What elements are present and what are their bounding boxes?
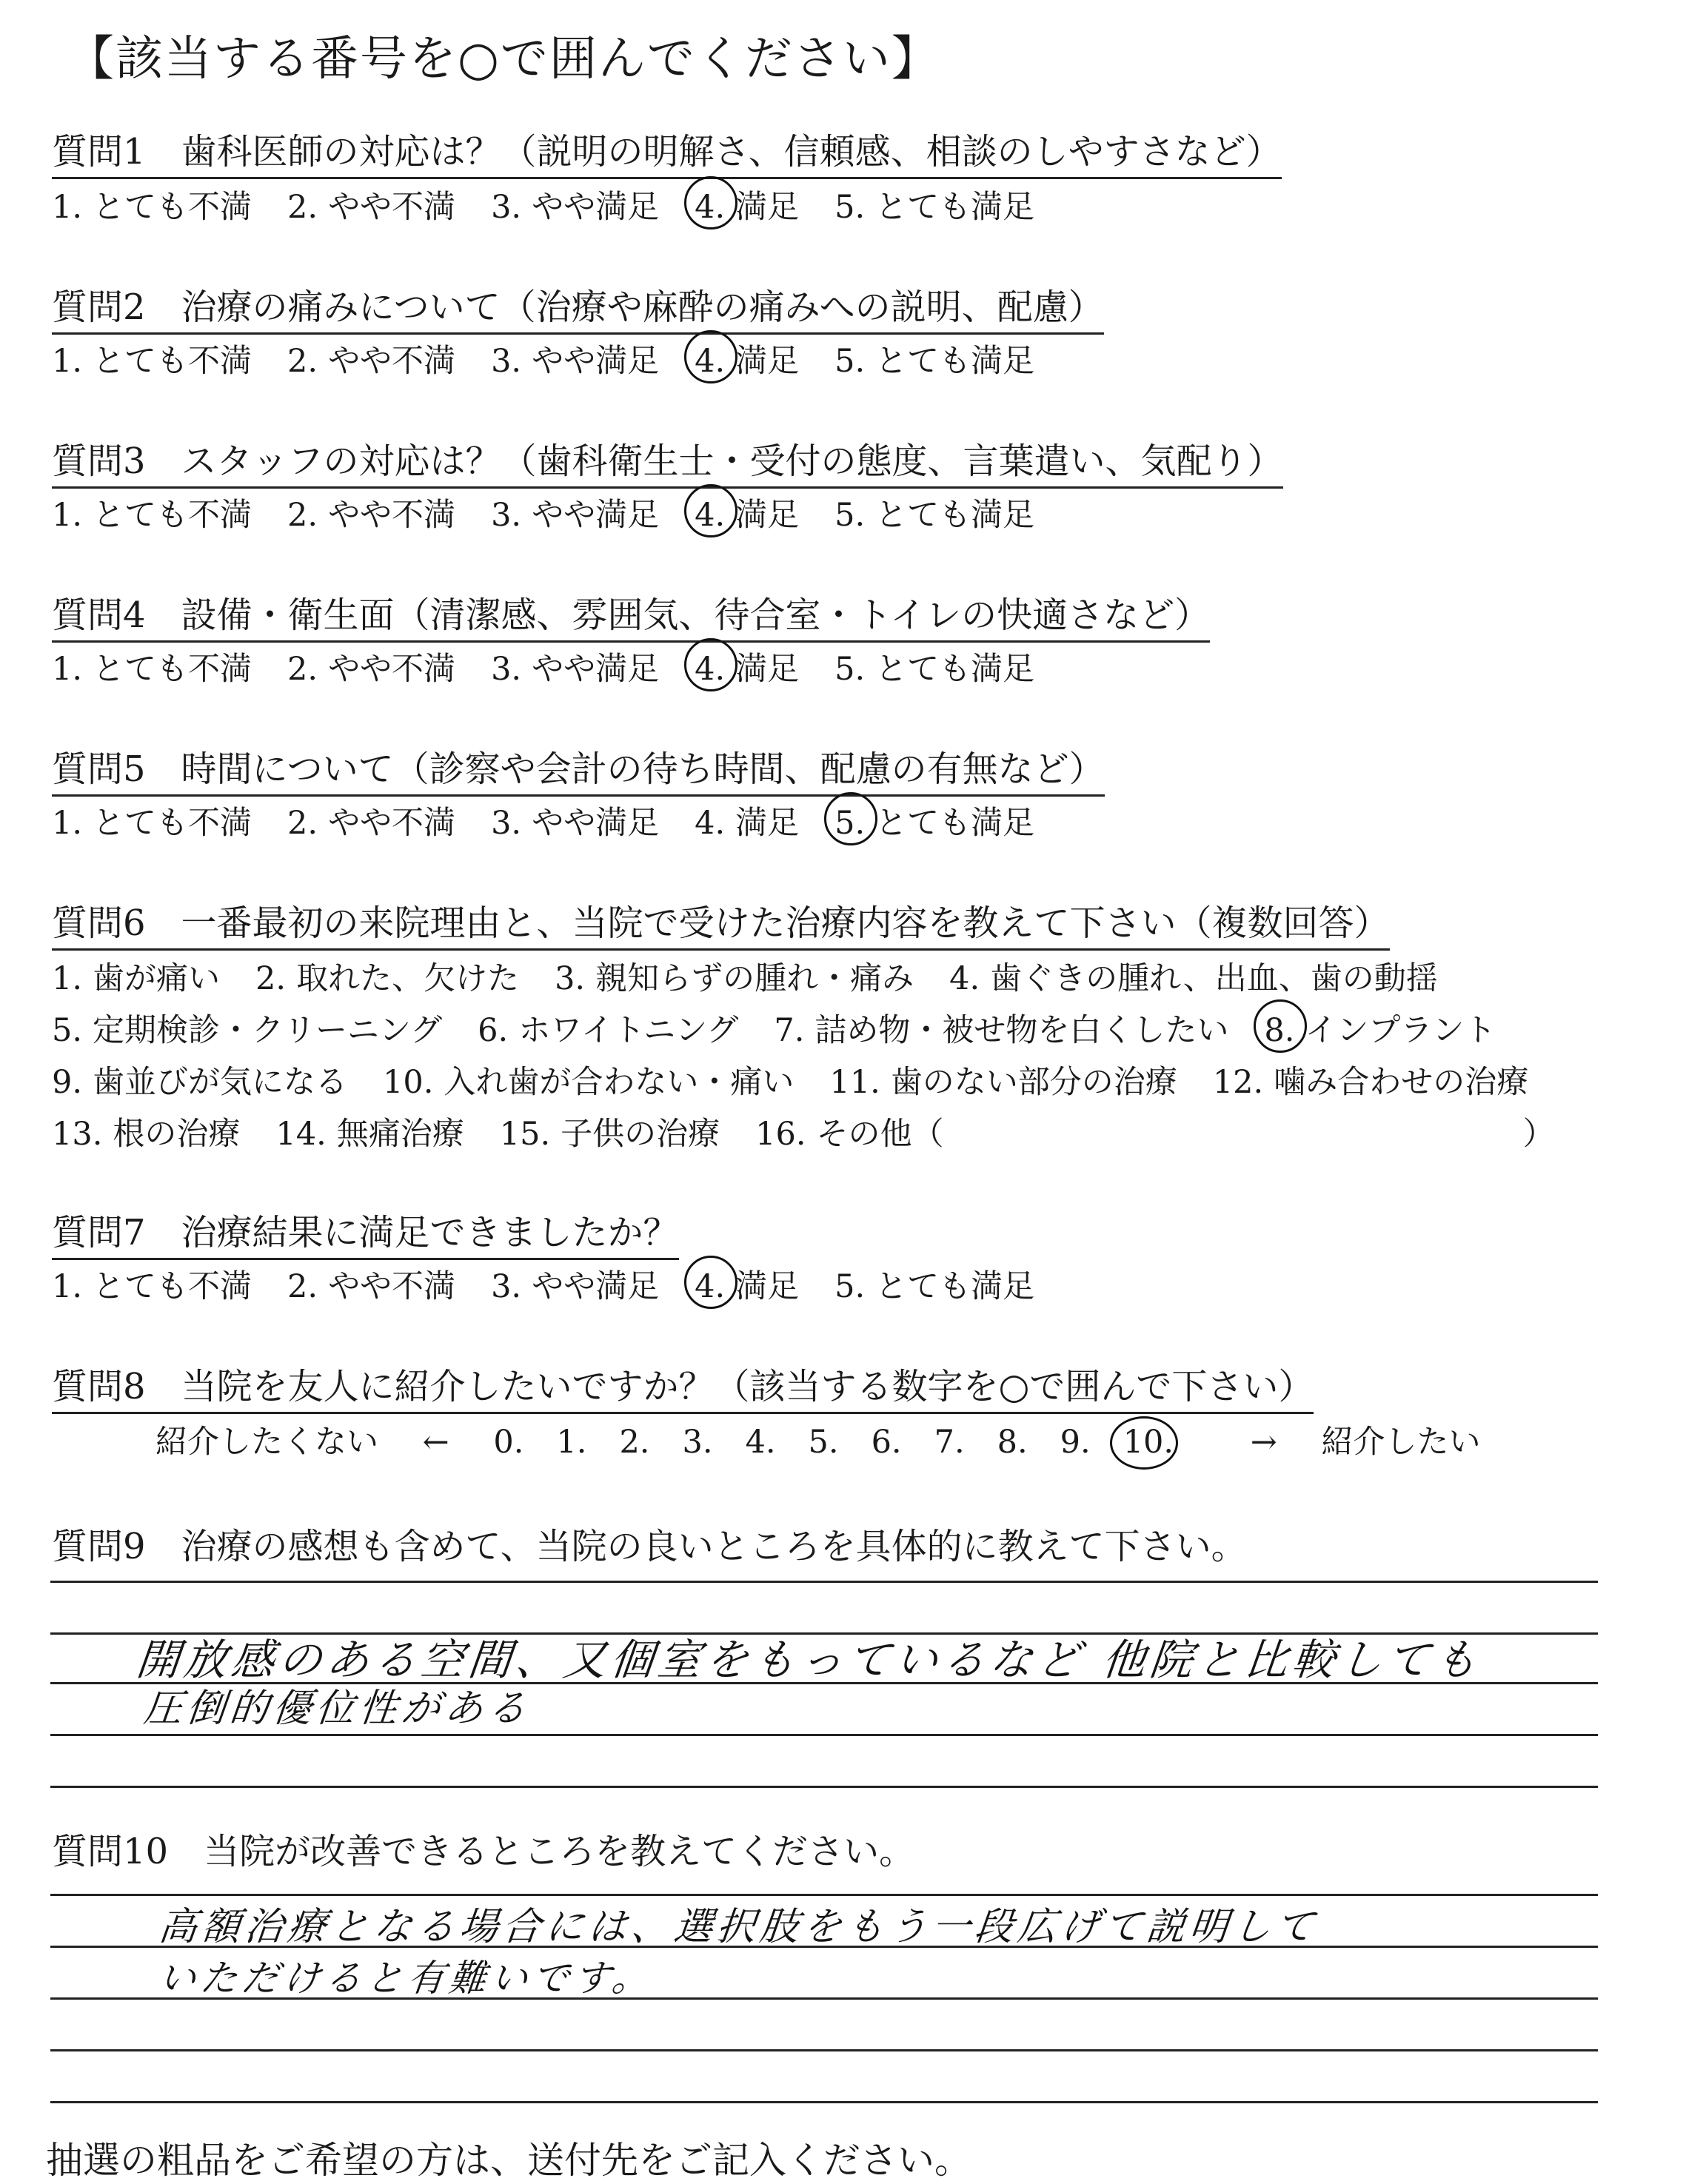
option-number: 3.	[491, 1268, 522, 1305]
option-label: インプラント	[1305, 1012, 1496, 1049]
question-6-row-3	[52, 1057, 1564, 1102]
option-number: 1.	[52, 960, 83, 997]
scale-value-3: 3.	[682, 1424, 713, 1461]
answer-line	[50, 2101, 1598, 2103]
option-3	[491, 182, 659, 227]
option-number: 2.	[255, 960, 287, 997]
option-label: とても満足	[875, 189, 1035, 226]
option-label: 満足	[735, 497, 800, 534]
answer-line	[50, 2049, 1598, 2051]
option-label: とても満足	[875, 805, 1035, 842]
question-3-options	[52, 490, 1070, 535]
option-label: やや満足	[532, 497, 660, 534]
selection-circle	[1110, 1416, 1178, 1470]
option-5	[834, 182, 1034, 227]
option-1	[52, 182, 252, 227]
option-2	[287, 490, 455, 535]
option-number: 1.	[52, 805, 83, 842]
option-label: やや満足	[532, 651, 660, 688]
option-label: やや不満	[328, 651, 456, 688]
question-9-answer-line-1: 開放感のある空間、又個室をもっているなど 他院と比較しても	[133, 1635, 1485, 1685]
option-11	[829, 1057, 1177, 1102]
option-1	[52, 954, 220, 999]
option-label: 入れ歯が合わない・痛い	[444, 1064, 795, 1101]
option-number: 15.	[499, 1116, 551, 1153]
option-number: 2.	[287, 805, 318, 842]
option-number: 3.	[491, 651, 522, 688]
scale-value-4: 4.	[745, 1424, 776, 1461]
answer-line	[50, 1734, 1598, 1736]
option-number: 13.	[52, 1116, 103, 1153]
option-label: とても不満	[93, 1268, 252, 1305]
question-6-title: 質問6 一番最初の来院理由と、当院で受けた治療内容を教えて下さい（複数回答）	[52, 894, 1390, 951]
question-5-options	[52, 798, 1070, 843]
option-1	[52, 336, 252, 381]
scale-right-label: 紹介したい	[1321, 1424, 1481, 1461]
page-title: 【該当する番号を○で囲んでください】	[67, 32, 940, 87]
option-8	[1264, 1005, 1496, 1051]
option-number: 2.	[287, 651, 318, 688]
option-1	[52, 644, 252, 689]
question-9-answer-line-2: 圧倒的優位性がある	[141, 1686, 533, 1731]
option-7	[774, 1005, 1228, 1051]
option-label: 歯のない部分の治療	[890, 1064, 1177, 1101]
option-label: 満足	[735, 343, 800, 380]
option-number: 8.	[1264, 1012, 1295, 1049]
answer-line	[50, 1581, 1598, 1583]
option-12	[1213, 1057, 1528, 1102]
scale-value-8: 8.	[997, 1424, 1028, 1461]
option-16	[755, 1109, 943, 1154]
option-number: 4.	[695, 189, 726, 226]
question-1-title: 質問1 歯科医師の対応は？（説明の明解さ、信頼感、相談のしやすさなど）	[52, 123, 1282, 179]
option-label: とても満足	[875, 497, 1035, 534]
question-2-title: 質問2 治療の痛みについて（治療や麻酔の痛みへの説明、配慮）	[52, 278, 1104, 335]
option-label: 満足	[735, 651, 800, 688]
option-6	[478, 1005, 738, 1051]
option-3	[491, 644, 659, 689]
option-label: 噛み合わせの治療	[1274, 1064, 1529, 1101]
option-number: 7.	[774, 1012, 805, 1049]
option-number: 11.	[829, 1064, 880, 1101]
option-label: 満足	[735, 805, 800, 842]
option-number: 5.	[834, 497, 866, 534]
question-8-title: 質問8 当院を友人に紹介したいですか？（該当する数字を○で囲んで下さい）	[52, 1358, 1314, 1414]
option-number: 5.	[52, 1012, 83, 1049]
option-1	[52, 490, 252, 535]
question-1-options	[52, 182, 1070, 227]
option-3	[491, 1262, 659, 1307]
question-6-row-4	[52, 1109, 1590, 1154]
answer-line	[50, 1786, 1598, 1788]
option-number: 4.	[695, 805, 726, 842]
option-label: やや満足	[532, 805, 660, 842]
option-label: 子供の治療	[561, 1116, 720, 1153]
question-7-title: 質問7 治療結果に満足できましたか？	[52, 1204, 679, 1260]
option-number: 3.	[491, 343, 522, 380]
option-1	[52, 798, 252, 843]
option-label: 詰め物・被せ物を白くしたい	[814, 1012, 1229, 1049]
option-number: 16.	[755, 1116, 806, 1153]
option-4	[949, 954, 1438, 999]
option-number: 4.	[695, 1268, 726, 1305]
option-label: やや不満	[328, 189, 456, 226]
option-label: とても不満	[93, 651, 252, 688]
option-2	[287, 182, 455, 227]
option-label: とても不満	[93, 343, 252, 380]
option-4	[695, 644, 799, 689]
option-label: 取れた、欠けた	[296, 960, 520, 997]
scale-value-1: 1.	[556, 1424, 587, 1461]
option-number: 12.	[1212, 1064, 1264, 1101]
option-number: 5.	[834, 343, 866, 380]
option-5	[834, 1262, 1034, 1307]
option-label: 根の治療	[113, 1116, 241, 1153]
option-number: 1.	[52, 189, 83, 226]
question-10-answer-line-1: 高額治療となる場合には、選択肢をもう一段広げて説明して	[156, 1905, 1321, 1949]
option-5	[834, 798, 1034, 843]
option-number: 9.	[52, 1064, 83, 1101]
option-number: 5.	[834, 805, 866, 842]
option-4	[695, 798, 799, 843]
scale-left-arrow: ←	[422, 1424, 449, 1461]
option-label: やや不満	[328, 1268, 456, 1305]
option-label: 定期検診・クリーニング	[93, 1012, 443, 1049]
scale-values	[493, 1424, 1206, 1461]
option-label: やや満足	[532, 189, 660, 226]
question-5-title: 質問5 時間について（診察や会計の待ち時間、配慮の有無など）	[52, 740, 1105, 797]
option-5	[834, 644, 1034, 689]
option-label: とても満足	[875, 1268, 1035, 1305]
option-label: やや不満	[328, 343, 456, 380]
scale-value-5: 5.	[808, 1424, 839, 1461]
scale-value-9: 9.	[1060, 1424, 1091, 1461]
option-2	[287, 336, 455, 381]
option-10	[383, 1057, 794, 1102]
option-2	[287, 798, 455, 843]
option-5	[52, 1005, 442, 1051]
option-number: 3.	[491, 497, 522, 534]
question-6-row-1	[52, 954, 1473, 999]
option-label: その他（	[816, 1116, 944, 1153]
option-number: 2.	[287, 343, 318, 380]
question-4-options	[52, 644, 1070, 689]
option-number: 1.	[52, 1268, 83, 1305]
option-number: 5.	[834, 1268, 866, 1305]
option-number: 14.	[275, 1116, 327, 1153]
option-13	[52, 1109, 240, 1154]
question-9-title: 質問9 治療の感想も含めて、当院の良いところを具体的に教えて下さい。	[52, 1526, 1247, 1567]
option-label: 歯並びが気になる	[93, 1064, 348, 1101]
option-label: とても不満	[93, 805, 252, 842]
option-3	[491, 490, 659, 535]
option-number: 4.	[695, 651, 726, 688]
option-number: 4.	[949, 960, 980, 997]
option-label: とても不満	[93, 189, 252, 226]
option-number: 2.	[287, 497, 318, 534]
scale-value-10: 10.	[1123, 1424, 1174, 1461]
question-7-options	[52, 1262, 1070, 1307]
option-2	[255, 954, 519, 999]
scale-value-0: 0.	[493, 1424, 524, 1461]
scale-value-7: 7.	[934, 1424, 965, 1461]
option-number: 3.	[491, 189, 522, 226]
option-label: やや不満	[328, 497, 456, 534]
question-10-answer-line-2: いただけると有難いです。	[156, 1957, 656, 2000]
option-label: 無痛治療	[336, 1116, 464, 1153]
option-2	[287, 1262, 455, 1307]
option-4	[695, 336, 799, 381]
option-4	[695, 490, 799, 535]
option-5	[834, 336, 1034, 381]
question-6-row-2	[52, 1005, 1531, 1051]
option-label: とても満足	[875, 343, 1035, 380]
option-number: 4.	[695, 343, 726, 380]
option-4	[695, 182, 799, 227]
scale-value-2: 2.	[619, 1424, 650, 1461]
option-number: 10.	[383, 1064, 434, 1101]
option-number: 5.	[834, 189, 866, 226]
option-number: 1.	[52, 651, 83, 688]
option-5	[834, 490, 1034, 535]
option-number: 1.	[52, 497, 83, 534]
option-2	[287, 644, 455, 689]
option-number: 4.	[695, 497, 726, 534]
scale-left-label: 紹介したくない	[155, 1424, 378, 1461]
option-3	[491, 336, 659, 381]
option-14	[275, 1109, 464, 1154]
question-2-options	[52, 336, 1070, 381]
option-label: やや満足	[532, 1268, 660, 1305]
option-label: 歯ぐきの腫れ、出血、歯の動揺	[990, 960, 1438, 997]
option-15	[500, 1109, 720, 1154]
scale-value-6: 6.	[871, 1424, 902, 1461]
option-3	[555, 954, 914, 999]
scale-right-arrow: →	[1250, 1424, 1277, 1461]
option-label: ホワイトニング	[518, 1012, 739, 1049]
option-label: 満足	[735, 189, 800, 226]
option-label: ）	[1522, 1116, 1555, 1153]
option-label: やや満足	[532, 343, 660, 380]
option-number: 1.	[52, 343, 83, 380]
option-number: 5.	[834, 651, 866, 688]
option-label: 親知らずの腫れ・痛み	[595, 960, 914, 997]
footer-note: 抽選の粗品をご希望の方は、送付先をご記入ください。	[46, 2139, 971, 2182]
question-10-title: 質問10 当院が改善できるところを教えてください。	[52, 1831, 915, 1872]
question-8-scale	[155, 1417, 1514, 1462]
option-number: 6.	[478, 1012, 509, 1049]
option-label: とても満足	[875, 651, 1035, 688]
question-3-title: 質問3 スタッフの対応は？（歯科衛生士・受付の態度、言葉遣い、気配り）	[52, 432, 1283, 489]
option-number: 3.	[555, 960, 586, 997]
option-label: 歯が痛い	[93, 960, 221, 997]
option-blank	[1513, 1109, 1555, 1154]
option-4	[695, 1262, 799, 1307]
option-9	[52, 1057, 347, 1102]
option-3	[491, 798, 659, 843]
option-number: 2.	[287, 189, 318, 226]
option-label: やや不満	[328, 805, 456, 842]
question-4-title: 質問4 設備・衛生面（清潔感、雰囲気、待合室・トイレの快適さなど）	[52, 586, 1210, 643]
option-number: 3.	[491, 805, 522, 842]
option-number: 2.	[287, 1268, 318, 1305]
option-1	[52, 1262, 252, 1307]
option-label: 満足	[735, 1268, 800, 1305]
option-label: とても不満	[93, 497, 252, 534]
